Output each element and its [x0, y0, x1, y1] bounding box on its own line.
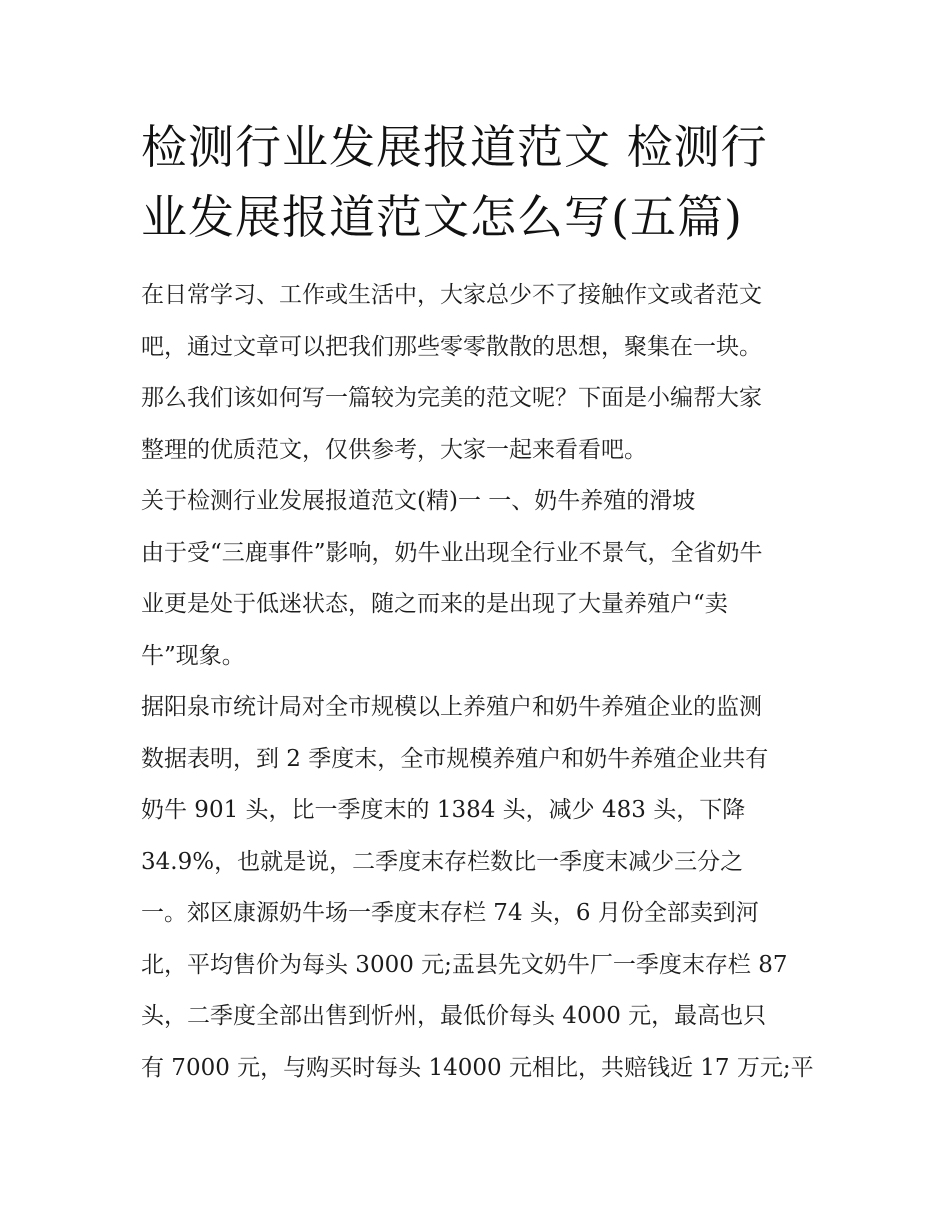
section-heading-line: 关于检测行业发展报道范文(精)一 一、奶牛养殖的滑坡: [141, 488, 696, 514]
body-line: 奶牛 901 头，比一季度末的 1384 头，减少 483 头，下降: [141, 797, 746, 823]
title-line: 检测行业发展报道范文 检测行: [141, 120, 768, 174]
body-line: 整理的优质范文，仅供参考，大家一起来看看吧。: [141, 436, 647, 463]
document-title: [141, 112, 813, 252]
document-body: [141, 270, 813, 1094]
document-page: [141, 112, 813, 1094]
body-line: 牛”现象。: [141, 642, 245, 669]
body-line: 据阳泉市统计局对全市规模以上养殖户和奶牛养殖企业的监测: [141, 694, 762, 720]
body-line: 吧，通过文章可以把我们那些零零散散的思想，聚集在一块。: [141, 333, 762, 360]
body-line: 一。郊区康源奶牛场一季度末存栏 74 头，6 月份全部卖到河: [141, 900, 759, 926]
body-line: 在日常学习、工作或生活中，大家总少不了接触作文或者范文: [141, 282, 762, 308]
body-line: 北，平均售价为每头 3000 元;盂县先文奶牛厂一季度末存栏 87: [141, 951, 788, 978]
body-line: 业更是处于低迷状态，随之而来的是出现了大量养殖户“卖: [141, 591, 728, 617]
body-line: 那么我们该如何写一篇较为完美的范文呢？下面是小编帮大家: [141, 385, 762, 411]
body-line: 数据表明，到 2 季度末，全市规模养殖户和奶牛养殖企业共有: [141, 745, 769, 772]
body-line: 34.9%，也就是说，二季度末存栏数比一季度末减少三分之: [141, 848, 744, 875]
title-line: 业发展报道范文怎么写(五篇): [141, 190, 743, 244]
body-line: 由于受“三鹿事件”影响，奶牛业出现全行业不景气，全省奶牛: [141, 539, 763, 566]
body-line: 头，二季度全部出售到忻州，最低价每头 4000 元，最高也只: [141, 1003, 767, 1029]
body-line: 有 7000 元，与购买时每头 14000 元相比，共赔钱近 17 万元;平: [141, 1054, 814, 1081]
